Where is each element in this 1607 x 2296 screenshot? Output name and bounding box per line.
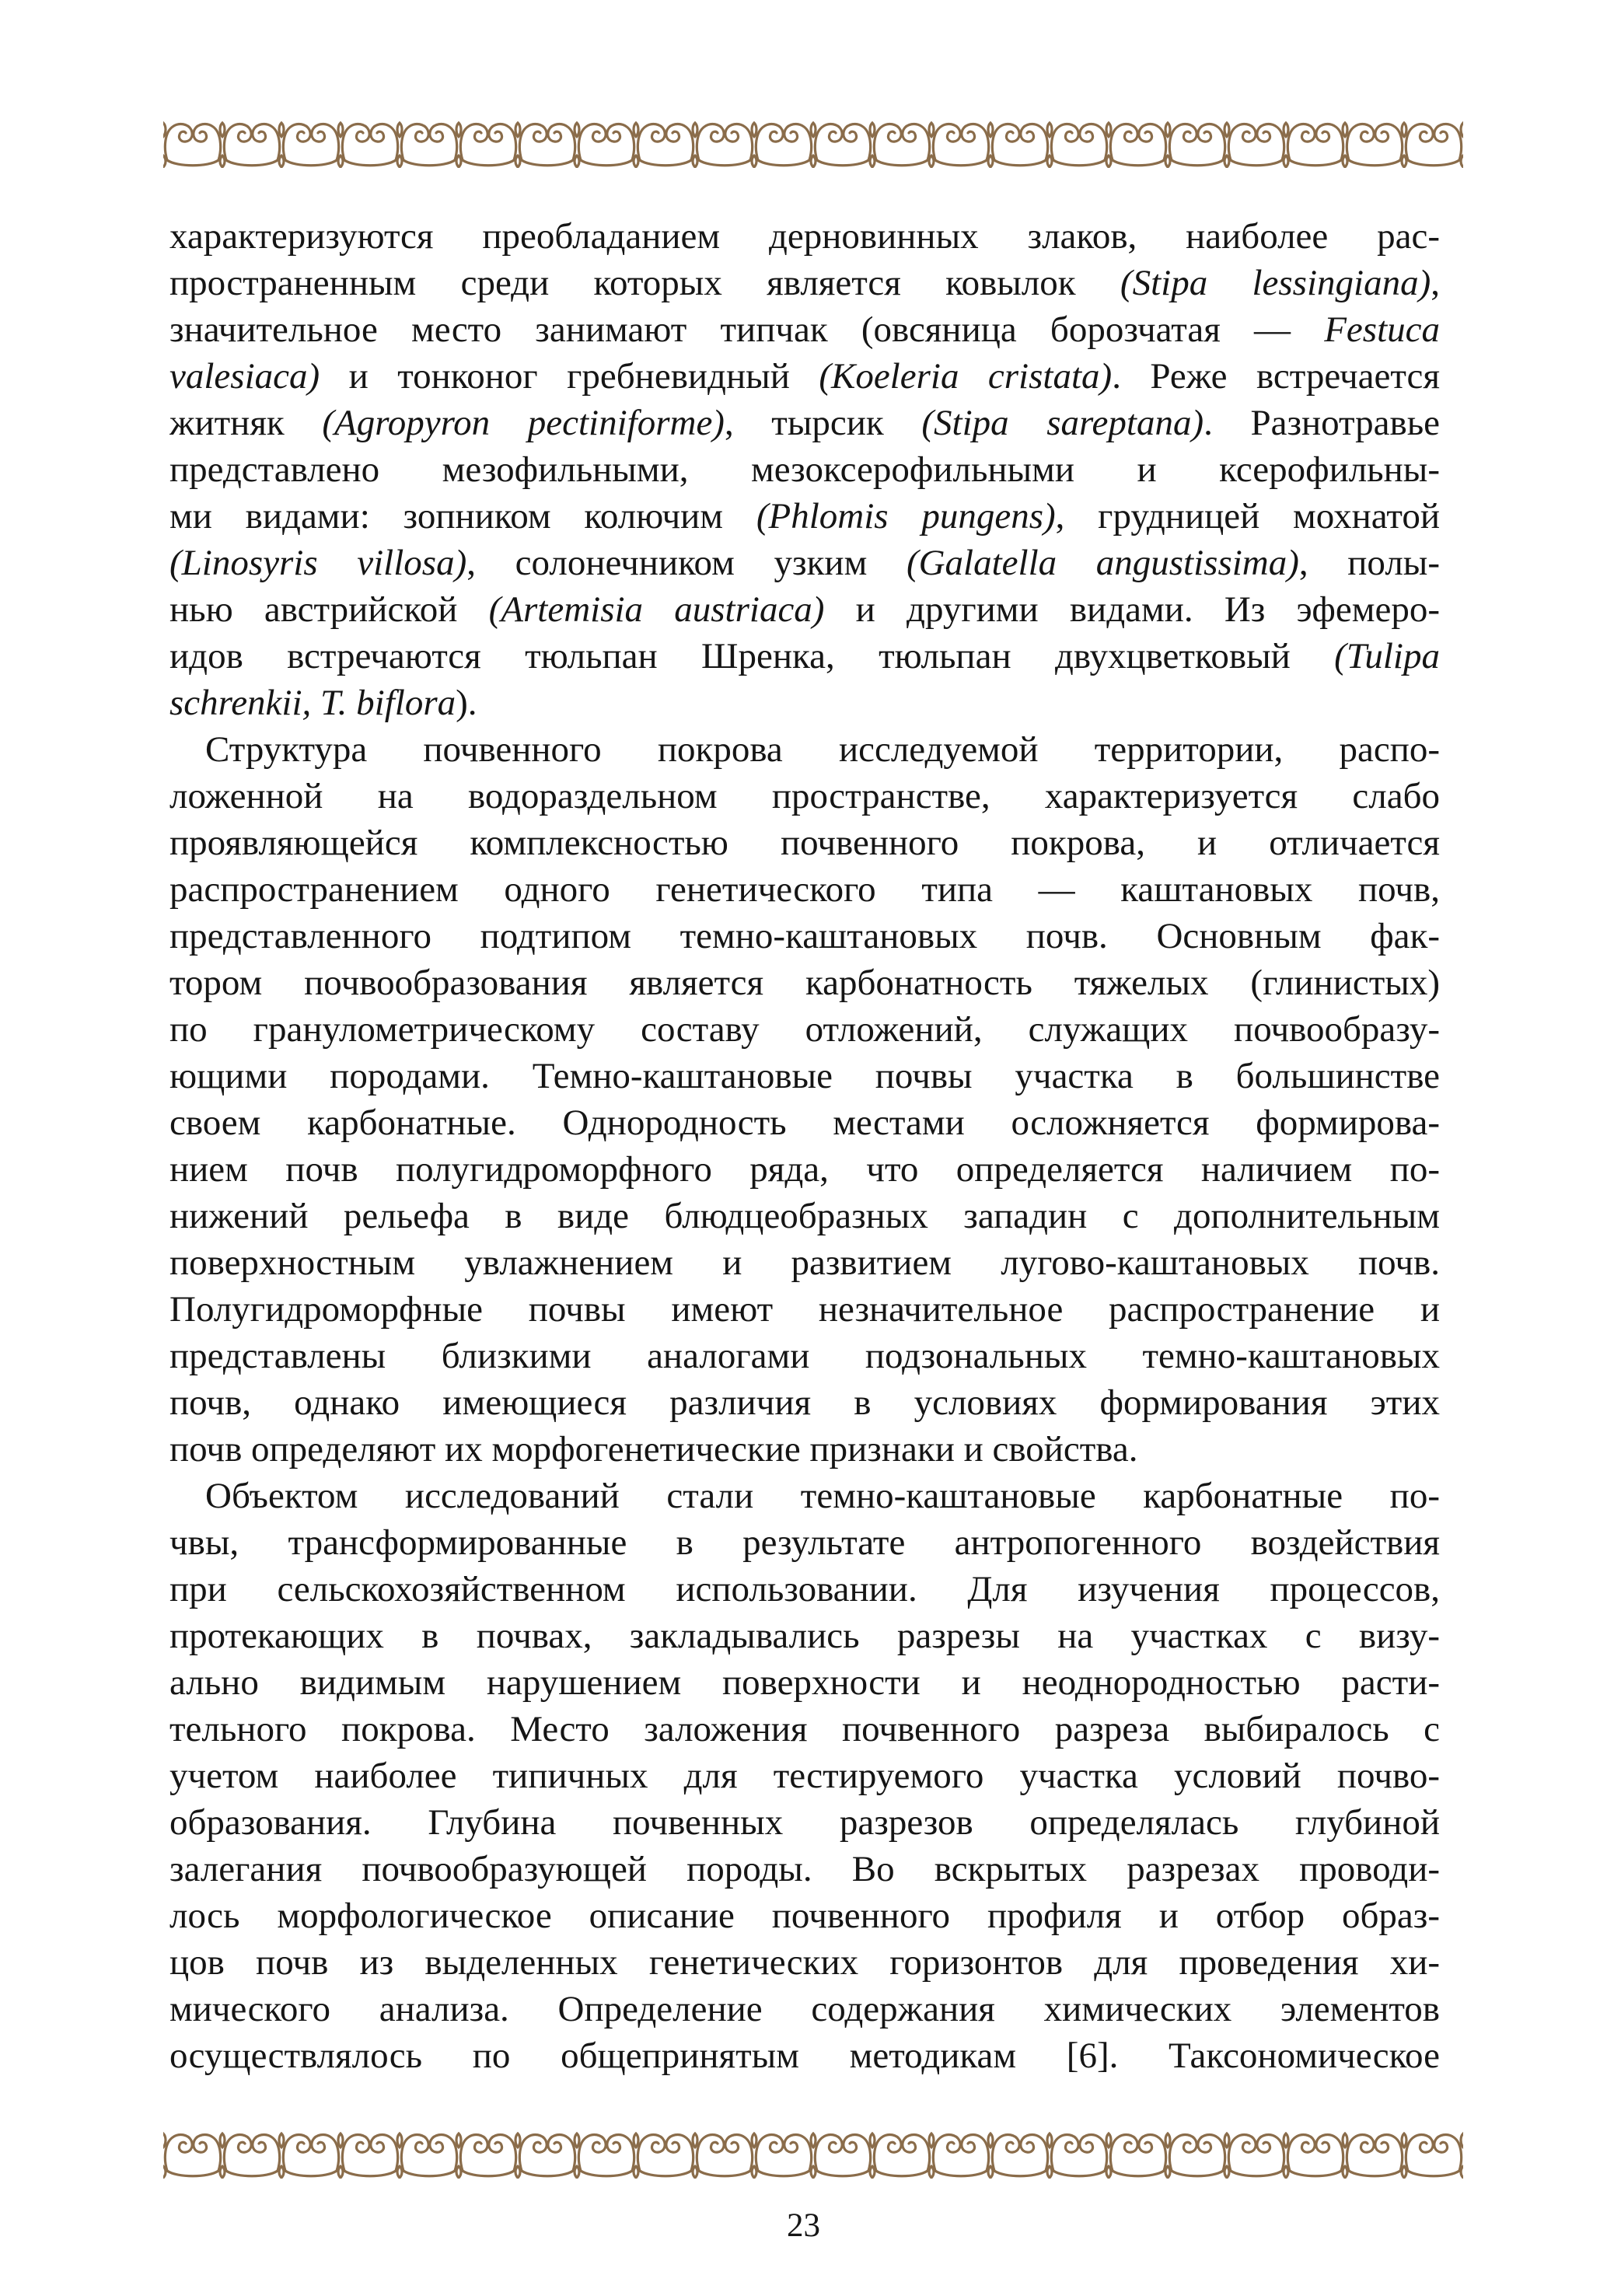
text-line: образования. Глубина почвенных разрезов определялась глубиной	[169, 1802, 1440, 1843]
ornament-border-bottom	[163, 2130, 1463, 2179]
text-line: протекающих в почвах, закладывались разрезы на участках с визу-	[169, 1616, 1440, 1656]
text-line: Объектом исследований стали темно-каштановые карбонатные по-	[205, 1476, 1440, 1516]
text-line: нью австрийской (Artemisia austriaca) и другими видами. Из эфемеро-	[169, 589, 1440, 630]
text-line: лось морфологическое описание почвенного профиля и отбор образ-	[169, 1896, 1440, 1936]
text-line: значительное место занимают типчак (овсяница борозчатая — Festuca	[169, 309, 1440, 350]
text-line: (Linosyris villosa), солонечником узким (Galatella angustissima), полы-	[169, 543, 1440, 583]
page-number: 23	[787, 2207, 820, 2244]
text-line: тельного покрова. Место заложения почвенного разреза выбиралось с	[169, 1709, 1440, 1749]
text-line: при сельскохозяйственном использовании. Для изучения процессов,	[169, 1569, 1440, 1609]
text-line: мического анализа. Определение содержания химических элементов	[169, 1989, 1440, 2029]
text-line: чвы, трансформированные в результате антропогенного воздействия	[169, 1522, 1440, 1563]
text-line: valesiaca) и тонконог гребневидный (Koeleria cristata). Реже встречается	[169, 356, 1440, 397]
text-line: распространением одного генетического типа — каштановых почв,	[169, 869, 1440, 910]
text-line: пространенным среди которых является ковылок (Stipa lessingiana),	[169, 263, 1440, 303]
text-line: проявляющейся комплексностью почвенного покрова, и отличается	[169, 823, 1440, 863]
text-line: представлены близкими аналогами подзональных темно-каштановых	[169, 1336, 1440, 1376]
ornament-border-top	[163, 120, 1463, 168]
text-line: своем карбонатные. Однородность местами осложняется формирова-	[169, 1103, 1440, 1143]
paragraph	[169, 213, 1440, 726]
text-line: нием почв полугидроморфного ряда, что определяется наличием по-	[169, 1149, 1440, 1190]
text-line: залегания почвообразующей породы. Во вскрытых разрезах проводи-	[169, 1849, 1440, 1889]
text-line: представлено мезофильными, мезоксерофильными и ксерофильны-	[169, 449, 1440, 490]
scroll-frieze-icon	[163, 2130, 1463, 2179]
text-line: осуществлялось по общепринятым методикам [6]. Таксономическое	[169, 2036, 1440, 2076]
text-line: тором почвообразования является карбонатность тяжелых (глинистых)	[169, 963, 1440, 1003]
text-line: Полугидроморфные почвы имеют незначительное распространение и	[169, 1289, 1440, 1330]
text-line: по гранулометрическому составу отложений, служащих почвообразу-	[169, 1009, 1440, 1050]
text-line: житняк (Agropyron pectiniforme), тырсик (Stipa sareptana). Разнотравье	[169, 403, 1440, 443]
paragraph	[169, 726, 1440, 1473]
text-line: учетом наиболее типичных для тестируемого участка условий почво-	[169, 1756, 1440, 1796]
text-block	[169, 213, 1440, 2079]
text-line: цов почв из выделенных генетических горизонтов для проведения хи-	[169, 1942, 1440, 1983]
text-line: представленного подтипом темно-каштановых почв. Основным фак-	[169, 916, 1440, 956]
text-line: характеризуются преобладанием дерновинных злаков, наиболее рас-	[169, 216, 1440, 257]
text-line: schrenkii, T. biflora).	[169, 683, 477, 723]
text-line: ложенной на водораздельном пространстве, характеризуется слабо	[169, 776, 1440, 816]
text-line: почв, однако имеющиеся различия в условиях формирования этих	[169, 1382, 1440, 1423]
text-line: идов встречаются тюльпан Шренка, тюльпан двухцветковый (Tulipa	[169, 636, 1440, 676]
text-line: ально видимым нарушением поверхности и неоднородностью расти-	[169, 1662, 1440, 1703]
text-line: Структура почвенного покрова исследуемой территории, распо-	[205, 729, 1440, 770]
scroll-frieze-icon	[163, 120, 1463, 168]
text-line: ми видами: зопником колючим (Phlomis pungens), грудницей мохнатой	[169, 496, 1440, 536]
text-line: почв определяют их морфогенетические признаки и свойства.	[169, 1429, 1138, 1470]
text-line: поверхностным увлажнением и развитием лугово-каштановых почв.	[169, 1242, 1440, 1283]
paragraph	[169, 1473, 1440, 2079]
text-line: нижений рельефа в виде блюдцеобразных западин с дополнительным	[169, 1196, 1440, 1236]
text-line: ющими породами. Темно-каштановые почвы участка в большинстве	[169, 1056, 1440, 1096]
